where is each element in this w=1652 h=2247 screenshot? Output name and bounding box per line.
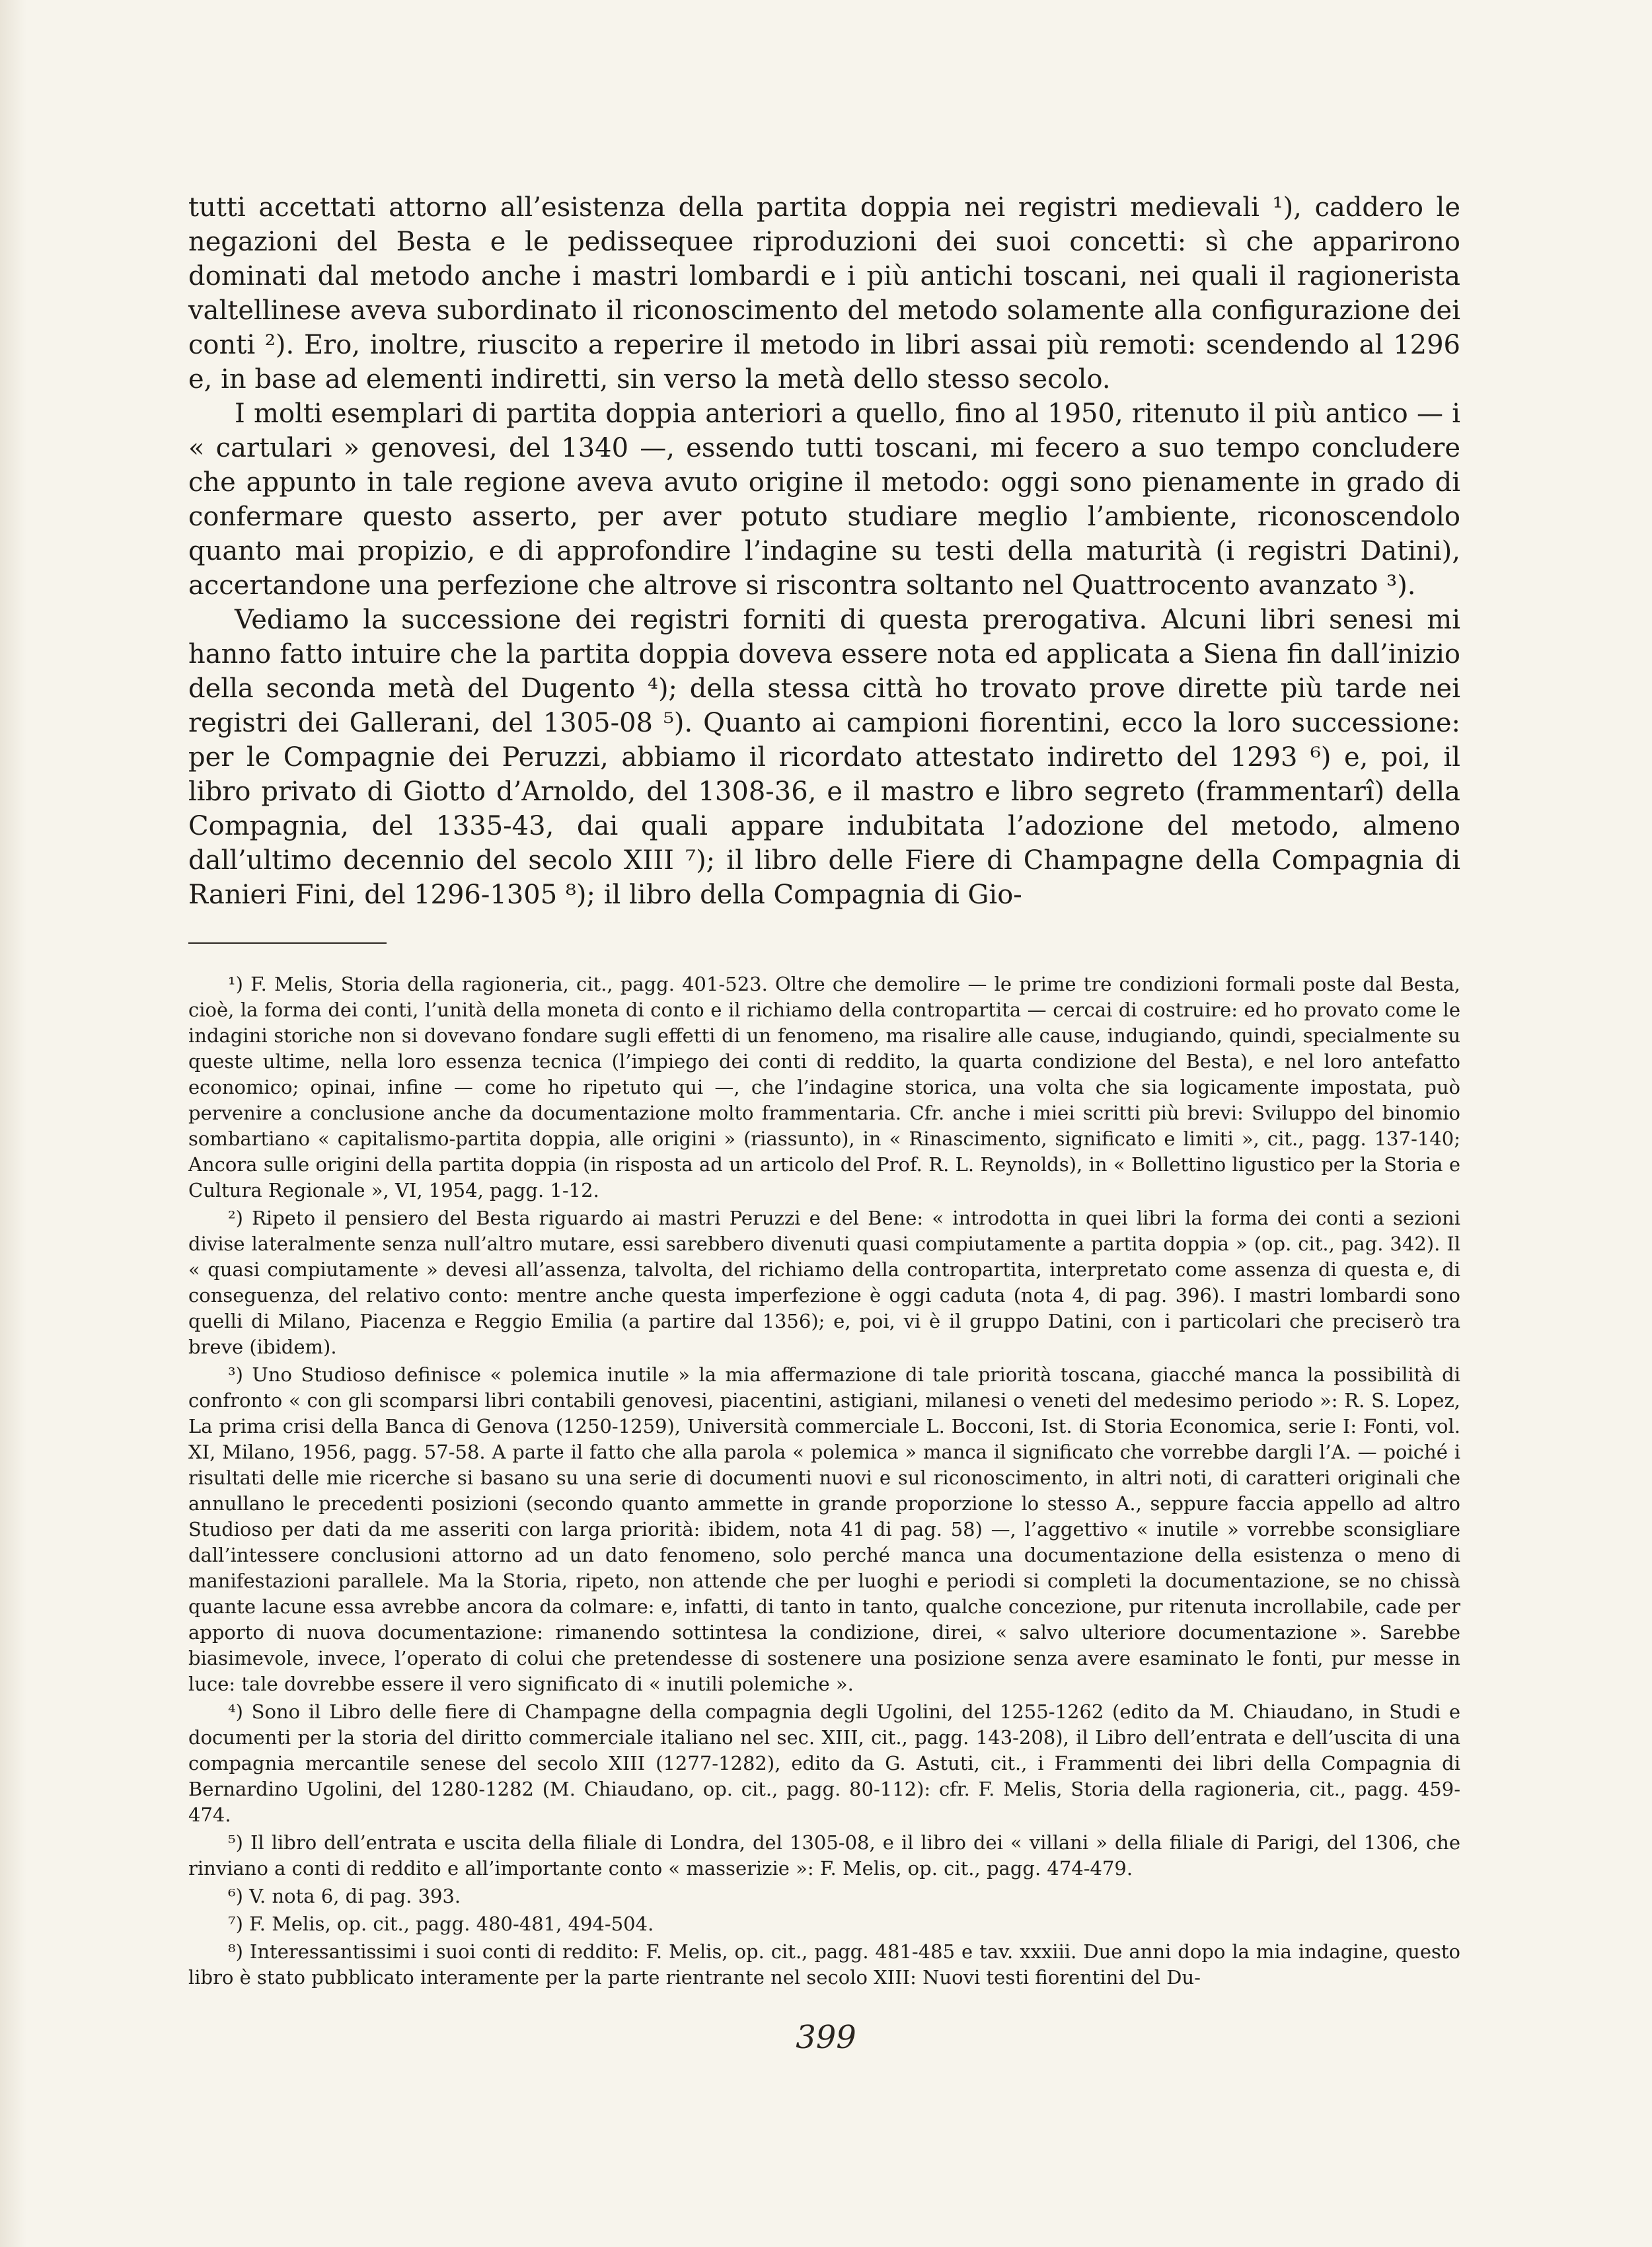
footnotes [188,971,1460,1991]
footnote-8: ⁸) Interessantissimi i suoi conti di reddito: F. Melis, op. cit., pagg. 481-485 e tav. xxxiii. Due anni dopo la mia indagine, questo libro è stato pubblicato interamente per la parte rientrante nel secolo XIII: Nuovi testi fiorentini del Du- [188,1940,1460,1989]
footnote-6: ⁶) V. nota 6, di pag. 393. [228,1885,461,1907]
body-paragraph-2: I molti esemplari di partita doppia anteriori a quello, fino al 1950, ritenuto il più antico — i « cartulari » genovesi, del 1340 —, essendo tutti toscani, mi fecero a suo tempo concludere che appunto in tale regione aveva avuto origine il metodo: oggi sono pienamente in grado di confermare questo asserto, per aver potuto studiare meglio l’ambiente, riconoscendolo quanto mai propizio, e di approfondire l’indagine su testi della maturità (i registri Datini), accertandone una perfezione che altrove si riscontra soltanto nel Quattrocento avanzato ³). [188,399,1460,601]
footnote-1: ¹) F. Melis, Storia della ragioneria, cit., pagg. 401-523. Oltre che demolire — le prime tre condizioni formali poste dal Besta, cioè, la forma dei conti, l’unità della moneta di conto e il richiamo della contropartita — cercai di costruire: ed ho provato come le indagini storiche non si dovevano fondare sugli effetti di un fenomeno, ma risalire alle cause, indugiando, quindi, specialmente su queste ultime, nella loro essenza tecnica (l’impiego dei conti di reddito, la quarta condizione del Besta), e nel loro antefatto economico; opinai, infine — come ho ripetuto qui —, che l’indagine storica, una volta che sia logicamente impostata, può pervenire a conclusione anche da documentazione molto frammentaria. Cfr. anche i miei scritti più brevi: Sviluppo del binomio sombartiano « capitalismo-partita doppia, alle origini » (riassunto), in « Rinascimento, significato e limiti », cit., pagg. 137-140; Ancora sulle origini della partita doppia (in risposta ad un articolo del Prof. R. L. Reynolds), in « Bollettino ligustico per la Storia e Cultura Regionale », VI, 1954, pagg. 1-12. [188,973,1460,1201]
footnote-separator [188,942,387,944]
footnote-2: ²) Ripeto il pensiero del Besta riguardo ai mastri Peruzzi e del Bene: « introdotta in quei libri la forma dei conti a sezioni divise lateralmente senza null’altro mutare, essi sarebbero divenuti quasi compiutamente a partita doppia » (op. cit., pag. 342). Il « quasi compiutamente » devesi all’assenza, talvolta, del richiamo della contropartita, interpretato come assenza di questa e, di conseguenza, del relativo conto: mentre anche questa imperfezione è oggi caduta (nota 4, di pag. 396). I mastri lombardi sono quelli di Milano, Piacenza e Reggio Emilia (a partire dal 1356); e, poi, vi è il gruppo Datini, con i particolari che preciserò tra breve (ibidem). [188,1207,1460,1358]
footnote-4: ⁴) Sono il Libro delle fiere di Champagne della compagnia degli Ugolini, del 1255-1262 (edito da M. Chiaudano, in Studi e documenti per la storia del diritto commerciale italiano nel sec. XIII, cit., pagg. 143-208), il Libro dell’entrata e dell’uscita di una compagnia mercantile senese del secolo XIII (1277-1282), edito da G. Astuti, cit., i Frammenti dei libri della Compagnia di Bernardino Ugolini, del 1280-1282 (M. Chiaudano, op. cit., pagg. 80-112): cfr. F. Melis, Storia della ragioneria, cit., pagg. 459-474. [188,1700,1460,1826]
text-block [188,190,1460,1993]
footnote-5: ⁵) Il libro dell’entrata e uscita della filiale di Londra, del 1305-08, e il libro dei « villani » della filiale di Parigi, del 1306, che rinviano a conti di reddito e all’importante conto « masserizie »: F. Melis, op. cit., pagg. 474-479. [188,1831,1460,1880]
body-paragraph-3: Vediamo la successione dei registri forniti di questa prerogativa. Alcuni libri senesi mi hanno fatto intuire che la partita doppia doveva essere nota ed applicata a Siena fin dall’inizio della seconda metà del Dugento ⁴); della stessa città ho trovato prove dirette più tarde nei registri dei Gallerani, del 1305-08 ⁵). Quanto ai campioni fiorentini, ecco la loro successione: per le Compagnie dei Peruzzi, abbiamo il ricordato attestato indiretto del 1293 ⁶) e, poi, il libro privato di Giotto d’Arnoldo, del 1308-36, e il mastro e libro segreto (frammentarî) della Compagnia, del 1335-43, dai quali appare indubitata l’adozione del metodo, almeno dall’ultimo decennio del secolo XIII ⁷); il libro delle Fiere di Champagne della Compagnia di Ranieri Fini, del 1296-1305 ⁸); il libro della Compagnia di Gio- [188,605,1460,910]
page-edge-shadow [0,0,26,2247]
page-number: 399 [796,2019,856,2056]
body-paragraph-1: tutti accettati attorno all’esistenza della partita doppia nei registri medievali ¹), caddero le negazioni del Besta e le pedissequee riproduzioni dei suoi concetti: sì che apparirono dominati dal metodo anche i mastri lombardi e i più antichi toscani, nei quali il ragionerista valtellinese aveva subordinato il riconoscimento del metodo solamente alla configurazione dei conti ²). Ero, inoltre, riuscito a reperire il metodo in libri assai più remoti: scendendo al 1296 e, in base ad elementi indiretti, sin verso la metà dello stesso secolo. [188,192,1460,395]
footnote-3: ³) Uno Studioso definisce « polemica inutile » la mia affermazione di tale priorità toscana, giacché manca la possibilità di confronto « con gli scomparsi libri contabili genovesi, piacentini, astigiani, milanesi o veneti del medesimo periodo »: R. S. Lopez, La prima crisi della Banca di Genova (1250-1259), Università commerciale L. Bocconi, Ist. di Storia Economica, serie I: Fonti, vol. XI, Milano, 1956, pagg. 57-58. A parte il fatto che alla parola « polemica » manca il significato che vorrebbe dargli l’A. — poiché i risultati delle mie ricerche si basano su una serie di documenti nuovi e sul riconoscimento, in altri noti, di caratteri originali che annullano le precedenti posizioni (secondo quanto ammette in grande proporzione lo stesso A., seppure faccia appello ad altro Studioso per dati da me asseriti con larga priorità: ibidem, nota 41 di pag. 58) —, l’aggettivo « inutile » vorrebbe sconsigliare dall’intessere conclusioni attorno ad un dato fenomeno, solo perché manca una documentazione della esistenza o meno di manifestazioni parallele. Ma la Storia, ripeto, non attende che per luoghi e periodi si completi la documentazione, se no chissà quante lacune essa avrebbe ancora da colmare: e, infatti, di tanto in tanto, qualche concezione, pur ritenuta incrollabile, cade per apporto di nuova documentazione: rimanendo sottintesa la condizione, direi, « salvo ulteriore documentazione ». Sarebbe biasimevole, invece, l’operato di colui che pretendesse di sostenere una posizione senza avere esaminato le fonti, pur messe in luce: tale dovrebbe essere il vero significato di « inutili polemiche ». [188,1363,1460,1695]
footnote-7: ⁷) F. Melis, op. cit., pagg. 480-481, 494-504. [228,1913,654,1935]
body-text [188,190,1460,912]
